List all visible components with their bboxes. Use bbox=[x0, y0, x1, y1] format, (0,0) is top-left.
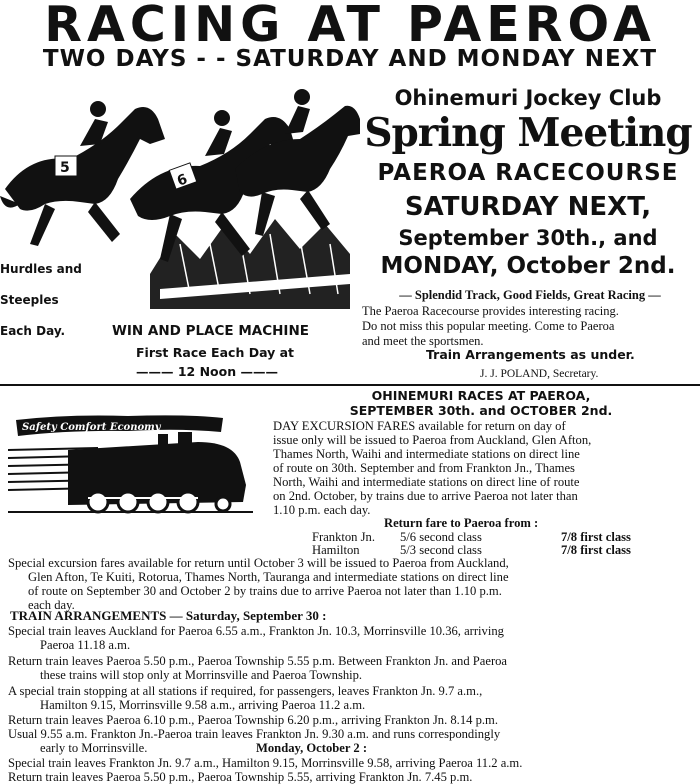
date-line-2: MONDAY, October 2nd. bbox=[380, 253, 676, 279]
locomotive-body bbox=[68, 432, 246, 512]
monday-line: Special train leaves Frankton Jn. 9.7 a.m., Hamilton 9.15, Morrinsville 9.58, arriving Paeroa 11.2 a.m. bbox=[8, 756, 523, 770]
blurb-line-2: Do not miss this popular meeting. Come to Paeroa bbox=[362, 319, 615, 333]
saturday-line: Usual 9.55 a.m. Frankton Jn.-Paeroa train leaves Frankton Jn. 9.30 a.m. and runs correspondingly bbox=[8, 727, 501, 741]
train-arrangements-heading: TRAIN ARRANGEMENTS — Saturday, September 30 : bbox=[10, 608, 327, 623]
saturday-line: Return train leaves Paeroa 5.50 p.m., Paeroa Township 5.55 p.m. Between Frankton Jn. and Paeroa bbox=[8, 654, 508, 668]
fare-station: Frankton Jn. bbox=[312, 530, 375, 544]
saturday-line: Return train leaves Paeroa 6.10 p.m., Paeroa Township 6.20 p.m., arriving Frankton Jn. 8.14 p.m. bbox=[8, 713, 498, 727]
saturday-line: Paeroa 11.18 a.m. bbox=[40, 638, 131, 652]
special-fare-line: Glen Afton, Te Kuiti, Rotorua, Thames North, Tauranga and intermediate stations on direct line bbox=[28, 570, 509, 584]
special-fare-line: Special excursion fares available for return until October 3 will be issued to Paeroa from Auckland, bbox=[8, 556, 509, 570]
saturday-line: SATURDAY NEXT, bbox=[404, 192, 652, 222]
excursion-line: DAY EXCURSION FARES available for return on day of bbox=[273, 419, 566, 433]
fare-second: 5/6 second class bbox=[400, 530, 482, 544]
special-fare-line: of route on September 30 and October 2 by trains due to arrive Paeroa not later than 1.10 p.m. bbox=[28, 584, 502, 598]
secretary: J. J. POLAND, Secretary. bbox=[480, 368, 599, 380]
subheadline: TWO DAYS - - SATURDAY AND MONDAY NEXT bbox=[42, 46, 658, 72]
meeting-title: Spring Meeting bbox=[364, 110, 692, 156]
train-arrangements-note: Train Arrangements as under. bbox=[426, 347, 635, 362]
monday-heading: Monday, October 2 : bbox=[256, 741, 368, 755]
each-day-label: Each Day. bbox=[0, 324, 66, 338]
slogan-text: Safety Comfort Economy bbox=[22, 422, 161, 433]
hedge-jump bbox=[150, 219, 350, 309]
blurb-line-1: The Paeroa Racecourse provides interesting racing. bbox=[362, 304, 619, 318]
special-fare-line: each day. bbox=[28, 598, 75, 612]
date-line-1: September 30th., and bbox=[398, 226, 658, 250]
excursion-line: 1.10 p.m. each day. bbox=[273, 503, 371, 517]
horse-5 bbox=[0, 101, 165, 246]
headline: RACING AT PAEROA bbox=[44, 0, 656, 53]
blurb-line-3: and meet the sportsmen. bbox=[362, 334, 484, 348]
club-name: Ohinemuri Jockey Club bbox=[394, 86, 662, 110]
fare-second: 5/3 second class bbox=[400, 543, 482, 557]
steeples-label: Steeples bbox=[0, 293, 59, 307]
excursion-line: North, Waihi and intermediate stations on direct line of route bbox=[273, 475, 580, 489]
excursion-line: on 2nd. October, by trains due to arrive Paeroa not later than bbox=[273, 489, 578, 503]
steeplechase-illustration bbox=[0, 84, 360, 314]
saturday-line: Special train leaves Auckland for Paeroa 6.55 a.m., Frankton Jn. 10.3, Morrinsville 10.36, arriving bbox=[8, 624, 504, 638]
first-race-line: First Race Each Day at bbox=[136, 345, 295, 360]
saturday-line: early to Morrinsville. bbox=[40, 741, 148, 755]
saturday-line: Hamilton 9.15, Morrinsville 9.58 a.m., arriving Paeroa 11.2 a.m. bbox=[40, 698, 366, 712]
excursion-line: Thames North, Waihi and intermediate stations on direct line bbox=[273, 447, 580, 461]
hurdles-label: Hurdles and bbox=[0, 262, 82, 276]
excursion-line: issue only will be issued to Paeroa from Auckland, Glen Afton, bbox=[273, 433, 592, 447]
fare-heading: Return fare to Paeroa from : bbox=[384, 516, 539, 530]
section-divider bbox=[0, 384, 700, 386]
locomotive-illustration bbox=[8, 410, 253, 515]
horse-lead bbox=[235, 89, 360, 236]
tagline: — Splendid Track, Good Fields, Great Racing — bbox=[399, 288, 661, 302]
notice-heading-1: OHINEMURI RACES AT PAEROA, bbox=[371, 388, 591, 403]
fare-first: 7/8 first class bbox=[561, 543, 631, 557]
fare-first: 7/8 first class bbox=[561, 530, 631, 544]
excursion-line: of route on 30th. September and from Frankton Jn., Thames bbox=[273, 461, 575, 475]
monday-line: Return train leaves Paeroa 5.50 p.m., Paeroa Township 5.55, arriving Frankton Jn. 7.45 p.m. bbox=[8, 770, 473, 784]
saturday-line: A special train stopping at all stations if required, for passengers, leaves Frankton Jn. 9.7 a.m., bbox=[8, 684, 483, 698]
fare-station: Hamilton bbox=[312, 543, 360, 557]
notice-heading-2: SEPTEMBER 30th. and OCTOBER 2nd. bbox=[349, 403, 613, 418]
svg-text:5: 5 bbox=[60, 160, 70, 176]
win-place-machine: WIN AND PLACE MACHINE bbox=[112, 323, 309, 339]
racecourse-name: PAEROA RACECOURSE bbox=[377, 160, 679, 186]
noon-line: ——— 12 Noon ——— bbox=[136, 364, 278, 379]
saturday-line: these trains will stop only at Morrinsville and Paeroa Township. bbox=[40, 668, 363, 682]
svg-text:6: 6 bbox=[175, 171, 190, 190]
